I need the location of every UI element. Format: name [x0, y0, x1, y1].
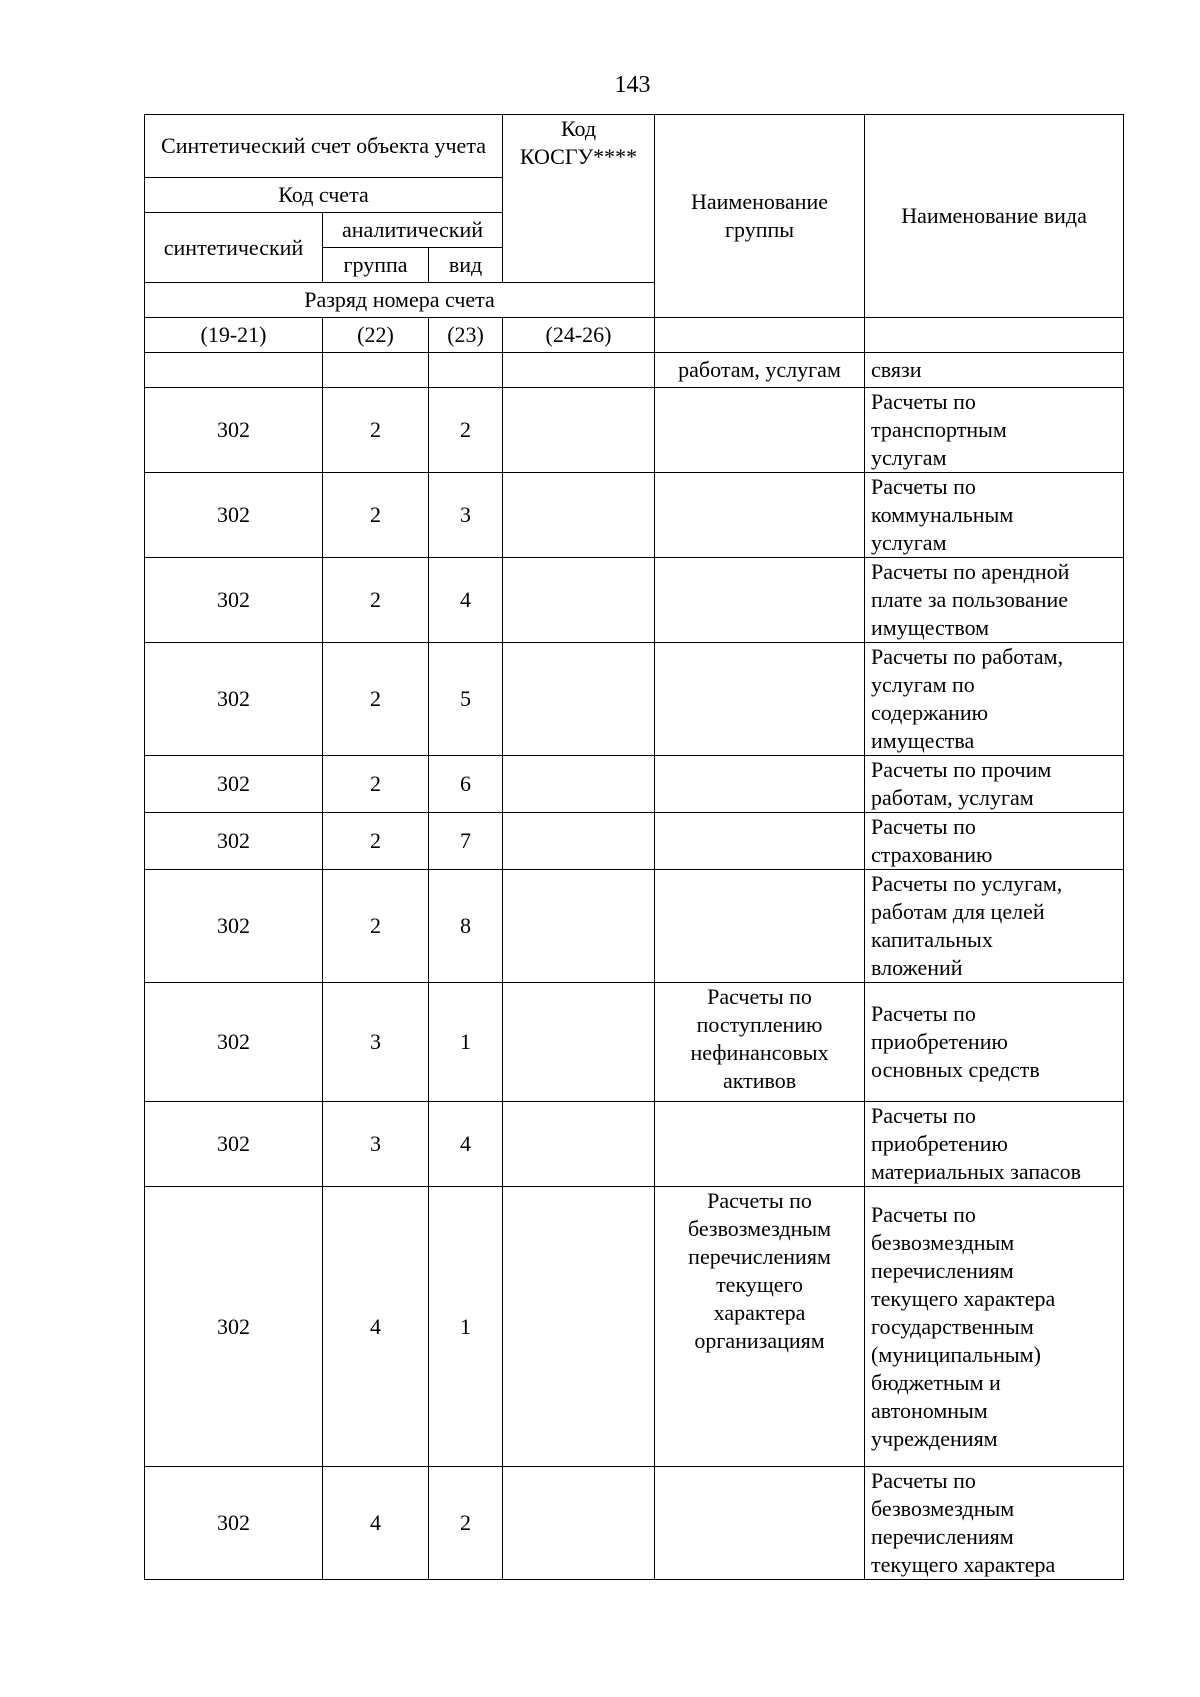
cell-kosgu [503, 558, 655, 643]
cell-synthetic: 302 [145, 388, 323, 473]
cell-kind: 4 [429, 1102, 503, 1187]
cell-group: 2 [323, 813, 429, 870]
digit-group: (22) [323, 318, 429, 353]
cell-kind-name: Расчеты по работам, услугам по содержанию имущества [865, 643, 1124, 756]
cell-kosgu [503, 473, 655, 558]
cell-group-name [655, 1467, 865, 1580]
table-row [145, 813, 1124, 870]
table-row [145, 643, 1124, 756]
cell-kind: 3 [429, 473, 503, 558]
cell-group-name [655, 870, 865, 983]
cell-group-name [655, 643, 865, 756]
account-table [144, 114, 1124, 1580]
table-row [145, 558, 1124, 643]
cell-empty [503, 353, 655, 388]
cell-kind: 2 [429, 388, 503, 473]
cell-synthetic: 302 [145, 1467, 323, 1580]
cell-kosgu [503, 643, 655, 756]
cell-synthetic: 302 [145, 870, 323, 983]
cell-empty [145, 353, 323, 388]
cell-kind: 7 [429, 813, 503, 870]
cell-synthetic: 302 [145, 813, 323, 870]
table-row [145, 1187, 1124, 1467]
cell-kosgu [503, 983, 655, 1102]
continuation-row [145, 353, 1124, 388]
cell-group-name [655, 756, 865, 813]
table-row [145, 1102, 1124, 1187]
cell-group: 2 [323, 643, 429, 756]
cell-group: 2 [323, 473, 429, 558]
header-kind: вид [429, 248, 503, 283]
cell-group: 2 [323, 388, 429, 473]
cell-group-name [655, 388, 865, 473]
table-row [145, 1467, 1124, 1580]
cell-group-name [655, 813, 865, 870]
cell-kind-name: Расчеты по безвозмездным перечислениям текущего характера [865, 1467, 1124, 1580]
cell-kind-name: Расчеты по приобретению основных средств [865, 983, 1124, 1102]
cell-synthetic: 302 [145, 983, 323, 1102]
table-row [145, 756, 1124, 813]
digit-kosgu: (24-26) [503, 318, 655, 353]
cell-synthetic: 302 [145, 756, 323, 813]
cell-synthetic: 302 [145, 558, 323, 643]
cell-synthetic: 302 [145, 1187, 323, 1467]
cell-group-name: работам, услугам [655, 353, 865, 388]
cell-kind-name: Расчеты по безвозмездным перечислениям текущего характера государственным (муниципальным) бюджетным и автономным учреждениям [865, 1187, 1124, 1467]
cell-kosgu [503, 1102, 655, 1187]
cell-kind: 6 [429, 756, 503, 813]
cell-kind: 5 [429, 643, 503, 756]
header-kosgu: Код КОСГУ**** [503, 115, 655, 283]
cell-empty [323, 353, 429, 388]
cell-group-name: Расчеты по поступлению нефинансовых активов [655, 983, 865, 1102]
cell-synthetic: 302 [145, 1102, 323, 1187]
cell-kind-name: Расчеты по транспортным услугам [865, 388, 1124, 473]
header-synthetic: синтетический [145, 213, 323, 283]
cell-kind-name: Расчеты по страхованию [865, 813, 1124, 870]
header-row-1 [145, 115, 1124, 178]
cell-group: 4 [323, 1187, 429, 1467]
cell-group: 3 [323, 983, 429, 1102]
cell-synthetic: 302 [145, 473, 323, 558]
cell-kind: 4 [429, 558, 503, 643]
cell-kind-name: Расчеты по коммунальным услугам [865, 473, 1124, 558]
cell-kosgu [503, 1187, 655, 1467]
digits-row [145, 318, 1124, 353]
cell-group: 2 [323, 870, 429, 983]
cell-kind-name: Расчеты по услугам, работам для целей капитальных вложений [865, 870, 1124, 983]
table-row [145, 983, 1124, 1102]
header-group-name: Наименование группы [655, 115, 865, 318]
page-number: 143 [614, 72, 651, 98]
digit-empty [655, 318, 865, 353]
header-account-code: Код счета [145, 178, 503, 213]
cell-group-name [655, 1102, 865, 1187]
cell-group: 2 [323, 558, 429, 643]
cell-kind: 8 [429, 870, 503, 983]
table-row [145, 870, 1124, 983]
header-kind-name: Наименование вида [865, 115, 1124, 318]
cell-kind: 2 [429, 1467, 503, 1580]
cell-group: 2 [323, 756, 429, 813]
cell-synthetic: 302 [145, 643, 323, 756]
cell-kind-name: связи [865, 353, 1124, 388]
digit-kind: (23) [429, 318, 503, 353]
cell-kosgu [503, 756, 655, 813]
cell-kind-name: Расчеты по арендной плате за пользование имуществом [865, 558, 1124, 643]
cell-kind: 1 [429, 1187, 503, 1467]
cell-group: 4 [323, 1467, 429, 1580]
cell-kosgu [503, 1467, 655, 1580]
cell-group-name [655, 473, 865, 558]
header-group: группа [323, 248, 429, 283]
cell-kosgu [503, 813, 655, 870]
cell-kosgu [503, 388, 655, 473]
cell-group: 3 [323, 1102, 429, 1187]
cell-kind-name: Расчеты по прочим работам, услугам [865, 756, 1124, 813]
table-row [145, 473, 1124, 558]
cell-group-name [655, 558, 865, 643]
header-digit-label: Разряд номера счета [145, 283, 655, 318]
cell-kosgu [503, 870, 655, 983]
header-analytic: аналитический [323, 213, 503, 248]
digit-empty [865, 318, 1124, 353]
digit-synthetic: (19-21) [145, 318, 323, 353]
cell-group-name: Расчеты по безвозмездным перечислениям текущего характера организациям [655, 1187, 865, 1467]
header-synthetic-account: Синтетический счет объекта учета [145, 115, 503, 178]
table-row [145, 388, 1124, 473]
cell-kind-name: Расчеты по приобретению материальных запасов [865, 1102, 1124, 1187]
cell-kind: 1 [429, 983, 503, 1102]
cell-empty [429, 353, 503, 388]
